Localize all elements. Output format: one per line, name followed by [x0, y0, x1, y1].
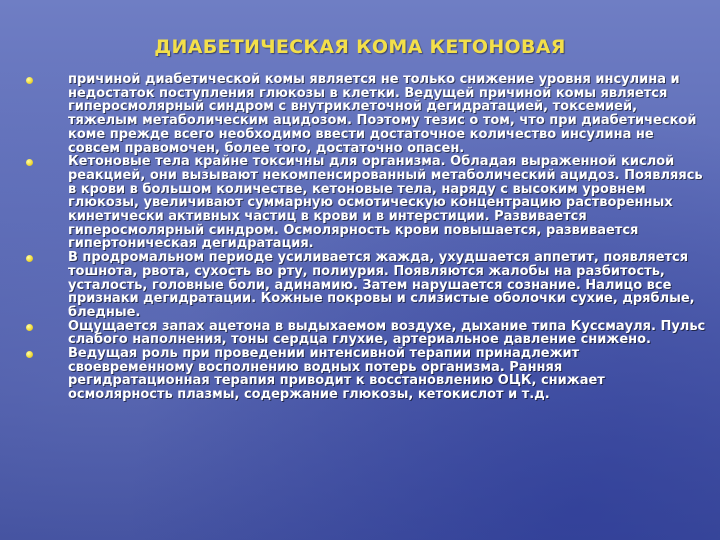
- bullet-item: [22, 155, 706, 251]
- bullet-dot-icon: [26, 324, 33, 331]
- bullet-text: причиной диабетической комы является не только снижение уровня инсулина и недостаток поступления глюкозы в клетки. Ведущей причиной комы является гиперосмолярный синдром с внутриклеточной дегидратацией, токсемией, тяжелым метаболическим ацидозом. Поэтому тезис о том, что при диабетической коме прежде всего необходимо ввести достаточное количество инсулина не совсем правомочен, более того, достаточно опасен.: [68, 72, 697, 156]
- slide-title: ДИАБЕТИЧЕСКАЯ КОМА КЕТОНОВАЯ: [154, 36, 566, 58]
- bullet-text: В продромальном периоде усиливается жажда, ухудшается аппетит, появляется тошнота, рвота, сухость во рту, полиурия. Появляются жалобы на разбитость, усталость, головные боли, адинамию. Затем нарушается сознание. Налицо все признаки дегидратации. Кожные покровы и слизистые оболочки сухие, дряблые, бледные.: [68, 250, 695, 320]
- bullet-dot-icon: [26, 255, 33, 262]
- bullet-list: [22, 73, 706, 402]
- bullet-dot-icon: [26, 159, 33, 166]
- bullet-item: [22, 347, 706, 402]
- bullet-item: [22, 251, 706, 320]
- bullet-dot-icon: [26, 351, 33, 358]
- bullet-item: [22, 320, 706, 347]
- bullet-text: Ведущая роль при проведении интенсивной терапии принадлежит своевременному восполнению водных потерь организма. Ранняя регидратационная терапия приводит к восстановлению ОЦК, снижает осмолярность плазмы, содержание глюкозы, кетокислот и т.д.: [68, 346, 605, 403]
- bullet-item: [22, 73, 706, 155]
- bullet-dot-icon: [26, 77, 33, 84]
- bullet-text: Кетоновые тела крайне токсичны для организма. Обладая выраженной кислой реакцией, они вызывают некомпенсированный метаболический ацидоз. Появляясь в крови в большом количестве, кетоновые тела, наряду с высоким уровнем глюкозы, увеличивают суммарную осмотическую концентрацию растворенных кинетически активных частиц в крови и в интерстиции. Развивается гиперосмолярный синдром. Осмолярность крови повышается, развивается гипертоническая дегидратация.: [68, 154, 703, 252]
- bullet-text: Ощущается запах ацетона в выдыхаемом воздухе, дыхание типа Куссмауля. Пульс слабого наполнения, тоны сердца глухие, артериальное давление снижено.: [68, 318, 706, 348]
